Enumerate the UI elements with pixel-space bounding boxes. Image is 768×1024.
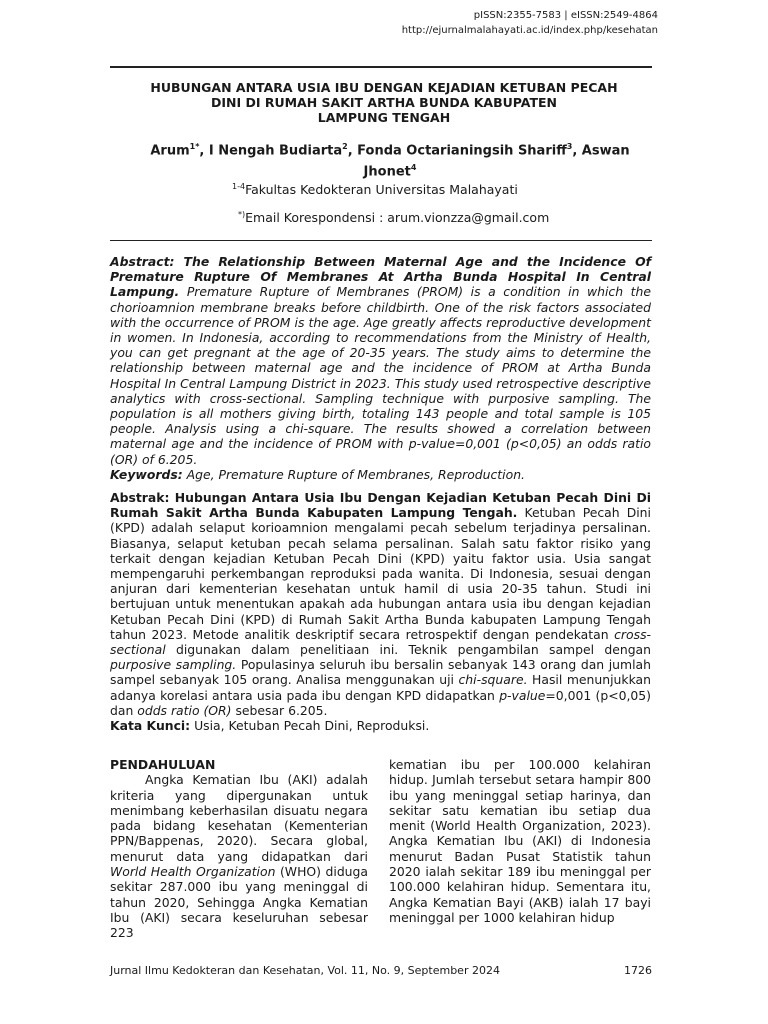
author-2: , I Nengah Budiarta xyxy=(199,143,343,159)
title-line-2: DINI DI RUMAH SAKIT ARTHA BUNDA KABUPATEN xyxy=(210,95,558,110)
intro-heading: PENDAHULUAN xyxy=(110,757,216,772)
author-4: , Aswan Jhonet xyxy=(363,143,630,180)
abstract-id-term-odds-ratio: odds ratio (OR) xyxy=(137,702,232,718)
abstract-indonesian xyxy=(110,490,651,733)
title-line-1: HUBUNGAN ANTARA USIA IBU DENGAN KEJADIAN KETUBAN PECAH xyxy=(150,80,618,95)
title-line-3: LAMPUNG TENGAH xyxy=(317,110,451,125)
abstract-id-body-1: Ketuban Pecah Dini (KPD) adalah selaput korioamnion mengalami pecah sebelum terjadinya persalinan. Biasanya, selaput ketuban pecah selama persalinan. Salah satu faktor risiko yang terkait dengan kejadian Ketuban Pecah Dini (KPD) yaitu faktor usia. Usia sangat mempengaruhi perkembangan reproduksi pada wanita. Di Indonesia, sesuai dengan anjuran dari kementerian kesehatan untuk hamil di usia 20-35 tahun. Studi ini bertujuan untuk menentukan apakah ada hubungan antara usia ibu dengan kejadian Ketuban Pecah Dini (KPD) di Rumah Sakit Artha Bunda kabupaten Lampung Tengah tahun 2023. Metode analitik deskriptif secara retrospektif dengan pendekatan xyxy=(110,505,651,642)
abstract-id-body-5: =0,001 (p<0,05) dan xyxy=(110,687,651,718)
author-1-sup: 1* xyxy=(189,142,200,151)
journal-footer: Jurnal Ilmu Kedokteran dan Kesehatan, Vol. 11, No. 9, September 2024 xyxy=(110,964,500,977)
intro-right-column xyxy=(389,757,651,925)
author-list xyxy=(130,138,650,181)
abstract-id-term-cross-sectional: cross-sectional xyxy=(110,626,651,658)
abstract-id-body-4: Hasil menunjukkan adanya korelasi antara usia pada ibu dengan KPD didapatkan xyxy=(110,672,651,703)
abstract-id-heading: Abstrak: Hubungan Antara Usia Ibu Dengan Kejadian Ketuban Pecah Dini Di Rumah Sakit Artha Bunda Kabupaten Lampung Tengah. xyxy=(110,490,651,521)
abstract-id-term-purposive: purposive sampling. xyxy=(110,657,237,673)
author-3: , Fonda Octarianingsih Shariff xyxy=(347,143,567,159)
intro-right-text: kematian ibu per 100.000 kelahiran hidup. Jumlah tersebut setara hampir 800 ibu yang meninggal setiap harinya, dan sekitar satu kematian ibu setiap dua menit (World Health Organization, 2023). Angka Kematian Ibu (AKI) di Indonesia menurut Badan Pusat Statistik tahun 2020 ialah sekitar 189 ibu meninggal per 100.000 kelahiran hidup. Sementara itu, Angka Kematian Bayi (AKB) ialah 17 bayi meninggal per 1000 kelahiran hidup xyxy=(389,757,651,925)
abstract-english xyxy=(110,254,651,482)
journal-header xyxy=(402,8,658,38)
correspondence-email xyxy=(238,210,549,225)
page-number: 1726 xyxy=(624,964,652,977)
kata-kunci-label: Kata Kunci: xyxy=(110,718,191,734)
divider-rule xyxy=(110,240,652,241)
intro-left-text-2: (WHO) diduga sekitar 287.000 ibu yang meninggal di tahun 2020, Sehingga Angka Kematian Ibu (AKI) secara keseluruhan sebesar 223 xyxy=(110,864,368,941)
affiliation xyxy=(232,182,518,197)
keywords-label: Keywords: xyxy=(110,466,183,482)
affiliation-text: Fakultas Kedokteran Universitas Malahayati xyxy=(245,182,518,198)
header-rule xyxy=(110,66,652,68)
abstract-id-body-3: Populasinya seluruh ibu bersalin sebanyak 143 orang dan jumlah sampel sebanyak 105 orang. Analisa menggunakan uji xyxy=(110,657,651,688)
affiliation-sup: 1-4 xyxy=(232,182,246,191)
author-4-sup: 4 xyxy=(410,163,417,173)
email-sup: *) xyxy=(238,210,246,219)
intro-left-column xyxy=(110,757,368,941)
article-title xyxy=(120,80,648,125)
intro-left-text-1: Angka Kematian Ibu (AKI) adalah kriteria yang dipergunakan untuk menimbang keberhasilan disuatu negara pada bidang kesehatan (Kementerian PPN/Bappenas, 2020). Secara global, menurut data yang didapatkan dari xyxy=(110,772,368,864)
abstract-en-heading: Abstract: The Relationship Between Maternal Age and the Incidence Of Premature Rupture Of Membranes At Artha Bunda Hospital In Central Lampung. xyxy=(110,254,651,300)
author-1: Arum xyxy=(150,143,190,159)
abstract-id-term-chi-square: chi-square. xyxy=(458,672,528,688)
abstract-id-body-6: sebesar 6.205. xyxy=(231,702,328,718)
issn-text: pISSN:2355-7583 | eISSN:2549-4864 xyxy=(473,10,658,21)
journal-url[interactable]: http://ejurnalmalahayati.ac.id/index.php/kesehatan xyxy=(401,25,658,36)
keywords-text: Age, Premature Rupture of Membranes, Reproduction. xyxy=(182,466,525,482)
abstract-id-body-2: digunakan dalam penelitiaan ini. Teknik pengambilan sampel dengan xyxy=(165,642,651,658)
intro-left-who: World Health Organization xyxy=(110,864,276,880)
abstract-id-term-p-value: p-value xyxy=(499,687,546,703)
author-2-sup: 2 xyxy=(342,142,348,151)
email-text: Email Korespondensi : arum.vionzza@gmail.com xyxy=(245,210,550,226)
kata-kunci-text: Usia, Ketuban Pecah Dini, Reproduksi. xyxy=(190,718,430,734)
abstract-en-body: Premature Rupture of Membranes (PROM) is a condition in which the chorioamnion membrane breaks before childbirth. One of the risk factors associated with the occurrence of PROM is the age. Age greatly affects reproductive development in women. In Indonesia, according to recommendations from the Ministry of Health, you can get pregnant at the age of 20-35 years. The study aims to determine the relationship between maternal age and the incidence of PROM at Artha Bunda Hospital In Central Lampung District in 2023. This study used retrospective descriptive analytics with cross-sectional. Sampling technique with purposive sampling. The population is all mothers giving birth, totaling 143 people and total sample is 105 people. Analysis using a chi-square. The results showed a correlation between maternal age and the incidence of PROM with p-value=0,001 (p<0,05) an odds ratio (OR) of 6.205. xyxy=(110,284,651,467)
author-3-sup: 3 xyxy=(566,142,573,151)
